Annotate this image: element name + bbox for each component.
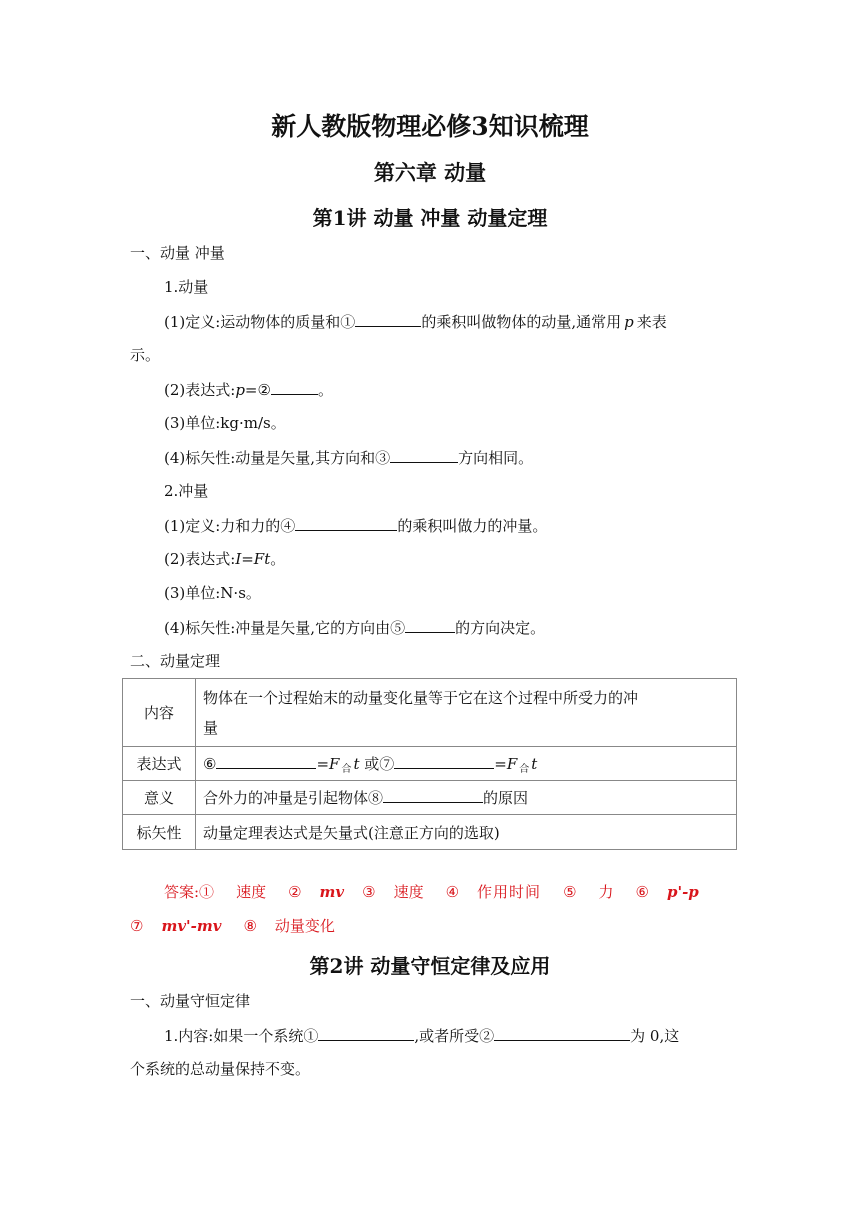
paragraph: (1)定义:力和力的④ 的乘积叫做力的冲量。 (164, 517, 548, 535)
lecture-2-heading: 第2讲 动量守恒定律及应用 (309, 954, 551, 978)
paragraph-continued: 个系统的总动量保持不变。 (130, 1060, 311, 1078)
fill-blank[interactable] (355, 311, 421, 327)
momentum-theorem-table (122, 678, 737, 850)
table-row (123, 679, 737, 747)
paragraph: (2)表达式:p=② 。 (164, 381, 333, 399)
paragraph: (1)定义:运动物体的质量和① 的乘积叫做物体的动量,通常用 p 来表 (164, 313, 667, 331)
fill-blank[interactable] (390, 447, 458, 463)
fill-blank[interactable] (494, 1025, 630, 1041)
table-row (123, 747, 737, 781)
table-key: 表达式 (123, 747, 196, 781)
table-value: ⑥ =F $_合$ t 或⑦ =F $_合$ t (196, 747, 737, 781)
answer-key-line-2: ⑦ mv'-mv ⑧ 动量变化 (130, 917, 335, 935)
paragraph: (2)表达式:I=Ft。 (164, 550, 286, 568)
section-heading: 一、动量守恒定律 (130, 992, 251, 1010)
subsection-heading: 2.冲量 (164, 482, 209, 500)
lecture-1-heading: 第1讲 动量 冲量 动量定理 (312, 206, 548, 230)
table-row (123, 781, 737, 815)
table-key: 标矢性 (123, 815, 196, 850)
paragraph-continued: 示。 (130, 346, 161, 364)
paragraph: 1.内容:如果一个系统① ,或者所受② 为 0,这 (164, 1027, 680, 1045)
answer-key-line-1: 答案:① 速度 ② mv ③ 速度 ④ 作用时间 ⑤ 力 ⑥ p'-p (164, 883, 699, 901)
table-value: 物体在一个过程始末的动量变化量等于它在这个过程中所受力的冲 量 (196, 679, 737, 747)
section-heading: 二、动量定理 (130, 652, 221, 670)
document-title: 新人教版物理必修3知识梳理 (271, 112, 589, 141)
paragraph: (3)单位:N·s。 (164, 584, 261, 602)
table-key: 意义 (123, 781, 196, 815)
fill-blank[interactable] (216, 753, 316, 769)
table-value: 合外力的冲量是引起物体⑧ 的原因 (196, 781, 737, 815)
table-value: 动量定理表达式是矢量式(注意正方向的选取) (196, 815, 737, 850)
fill-blank[interactable] (271, 379, 318, 395)
fill-blank[interactable] (405, 617, 455, 633)
fill-blank[interactable] (318, 1025, 414, 1041)
fill-blank[interactable] (394, 753, 494, 769)
paragraph: (4)标矢性:冲量是矢量,它的方向由⑤ 的方向决定。 (164, 619, 546, 637)
table-key: 内容 (123, 679, 196, 747)
fill-blank[interactable] (383, 787, 483, 803)
paragraph: (4)标矢性:动量是矢量,其方向和③ 方向相同。 (164, 449, 534, 467)
section-heading: 一、动量 冲量 (130, 244, 225, 262)
fill-blank[interactable] (295, 515, 397, 531)
paragraph: (3)单位:kg·m/s。 (164, 414, 286, 432)
chapter-heading: 第六章 动量 (373, 160, 487, 185)
table-row (123, 815, 737, 850)
subsection-heading: 1.动量 (164, 278, 209, 296)
